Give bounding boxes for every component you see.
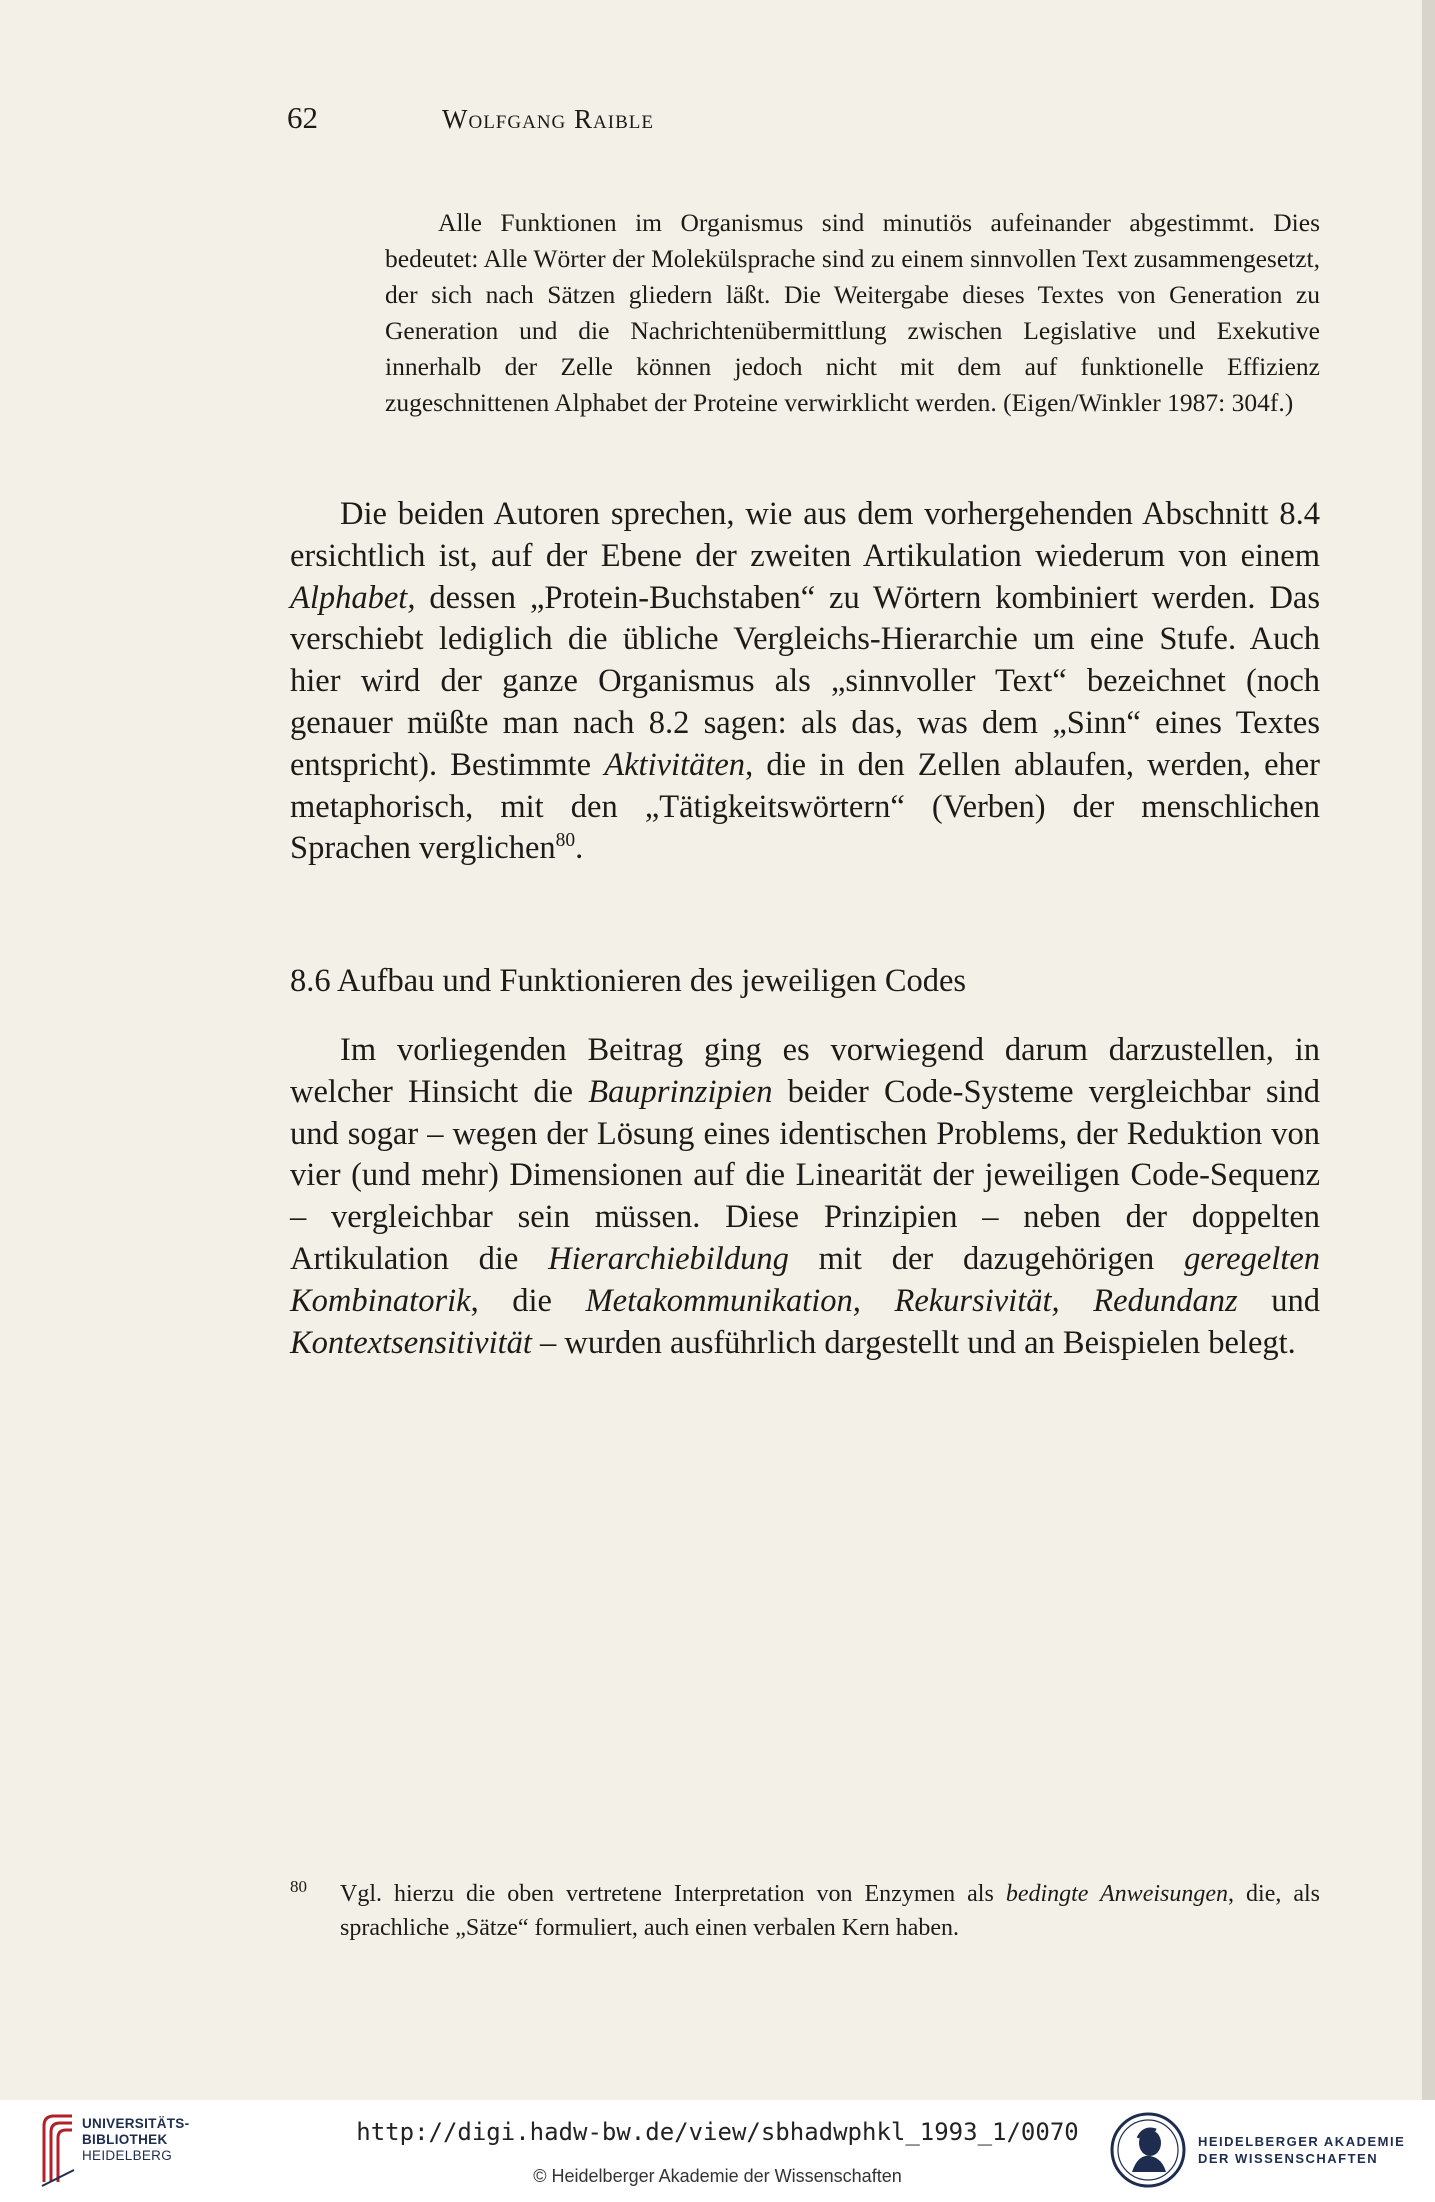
text-run: Die beiden Autoren sprechen, wie aus dem vorhergehenden Abschnitt 8.4 ersichtlich ist, auf der Ebene der zweiten Artikulation wiederum von einem (290, 496, 1320, 574)
text-run: . (575, 830, 584, 867)
italic-term: Bauprinzipien (588, 1073, 773, 1110)
italic-term: Alphabet, (290, 579, 416, 616)
library-name-line: BIBLIOTHEK (82, 2132, 168, 2147)
footnote-text (340, 1877, 1320, 1945)
text-run: Vgl. hierzu die oben vertretene Interpretation von Enzymen als (340, 1881, 1006, 1907)
text-run: beider Code-Systeme vergleichbar sind und sogar – wegen der Lösung eines identischen Problems, der Reduktion von vier (und mehr) Dimensionen auf die Linearität der jeweiligen Code-Sequenz – vergleichbar sein müssen. Diese Prinzipien – neben der doppelten Artikulation die (290, 1073, 1320, 1277)
italic-term: geregelten Kombinatorik (290, 1240, 1321, 1319)
text-run: und (1237, 1282, 1320, 1319)
section-heading: 8.6 Aufbau und Funktionieren des jeweiligen Codes (290, 963, 967, 999)
running-head: Wolfgang Raible (442, 104, 654, 134)
library-name-line: HEIDELBERG (82, 2148, 173, 2163)
footnote-marker: 80 (290, 1877, 307, 1896)
permalink-url[interactable]: http://digi.hadw-bw.de/view/sbhadwphkl_1993_1/0070 (356, 2118, 1079, 2146)
body-paragraph-2 (290, 1030, 1320, 1364)
academy-name (1198, 2133, 1405, 2167)
page-header (0, 100, 1435, 140)
footnote-reference[interactable]: 80 (555, 830, 576, 852)
italic-term: Aktivitäten (604, 746, 746, 783)
italic-term: Hierarchiebildung (548, 1240, 789, 1277)
academy-name-line: HEIDELBERGER AKADEMIE (1198, 2134, 1406, 2149)
academy-seal-logo-icon[interactable] (1108, 2110, 1188, 2190)
body-paragraph-1 (290, 494, 1320, 870)
italic-term: Kontextsensitivität (290, 1324, 532, 1361)
viewer-footer (0, 2100, 1435, 2202)
text-run: – wurden ausführlich dargestellt und an Beispielen belegt. (531, 1324, 1296, 1361)
footnote (290, 1877, 1320, 1945)
text-run: , die in den Zellen ablaufen, werden, eher metaphorisch, mit den „Tätigkeitswörtern“ (Verben) der menschlichen Sprachen verglichen (290, 746, 1320, 867)
page-edge-shadow (1422, 0, 1435, 2100)
page-number: 62 (287, 100, 318, 135)
italic-term: Metakommunikation, Rekursivität, Redundanz (585, 1282, 1238, 1319)
text-run: mit der dazugehörigen (788, 1240, 1185, 1277)
block-quote: Alle Funktionen im Organismus sind minutiös aufeinander abgestimmt. Dies bedeutet: Alle Wörter der Molekülsprache sind zu einem sinnvollen Text zusammengesetzt, der sich nach Sätzen gliedern läßt. Die Weitergabe dieses Textes von Generation zu Generation und die Nachrichtenübermittlung zwischen Legislative und Exekutive innerhalb der Zelle können jedoch nicht mit dem auf funktionelle Effizienz zugeschnittenen Alphabet der Proteine verwirklicht werden. (Eigen/Winkler 1987: 304f.) (385, 208, 1320, 417)
academy-name-line: DER WISSENSCHAFTEN (1198, 2151, 1379, 2166)
text-run: dessen „Protein-Buchstaben“ zu Wörtern kombiniert werden. Das verschiebt lediglich die übliche Vergleichs-Hierarchie um eine Stufe. Auch hier wird der ganze Organismus als „sinnvoller Text“ bezeichnet (noch genauer müßte man nach 8.2 sagen: als das, was dem „Sinn“ eines Textes entspricht). Bestimmte (290, 579, 1320, 783)
library-name-line: UNIVERSITÄTS- (82, 2116, 190, 2131)
text-run: , die (470, 1282, 586, 1319)
italic-term: bedingte Anweisungen (1005, 1881, 1229, 1907)
copyright-notice: © Heidelberger Akademie der Wissenschaften (533, 2166, 902, 2186)
text-run: , die, als sprachliche „Sätze“ formuliert, auch einen verbalen Kern haben. (340, 1881, 1321, 1941)
text-run: Im vorliegenden Beitrag ging es vorwiegend darum darzustellen, in welcher Hinsicht die (290, 1032, 1320, 1110)
